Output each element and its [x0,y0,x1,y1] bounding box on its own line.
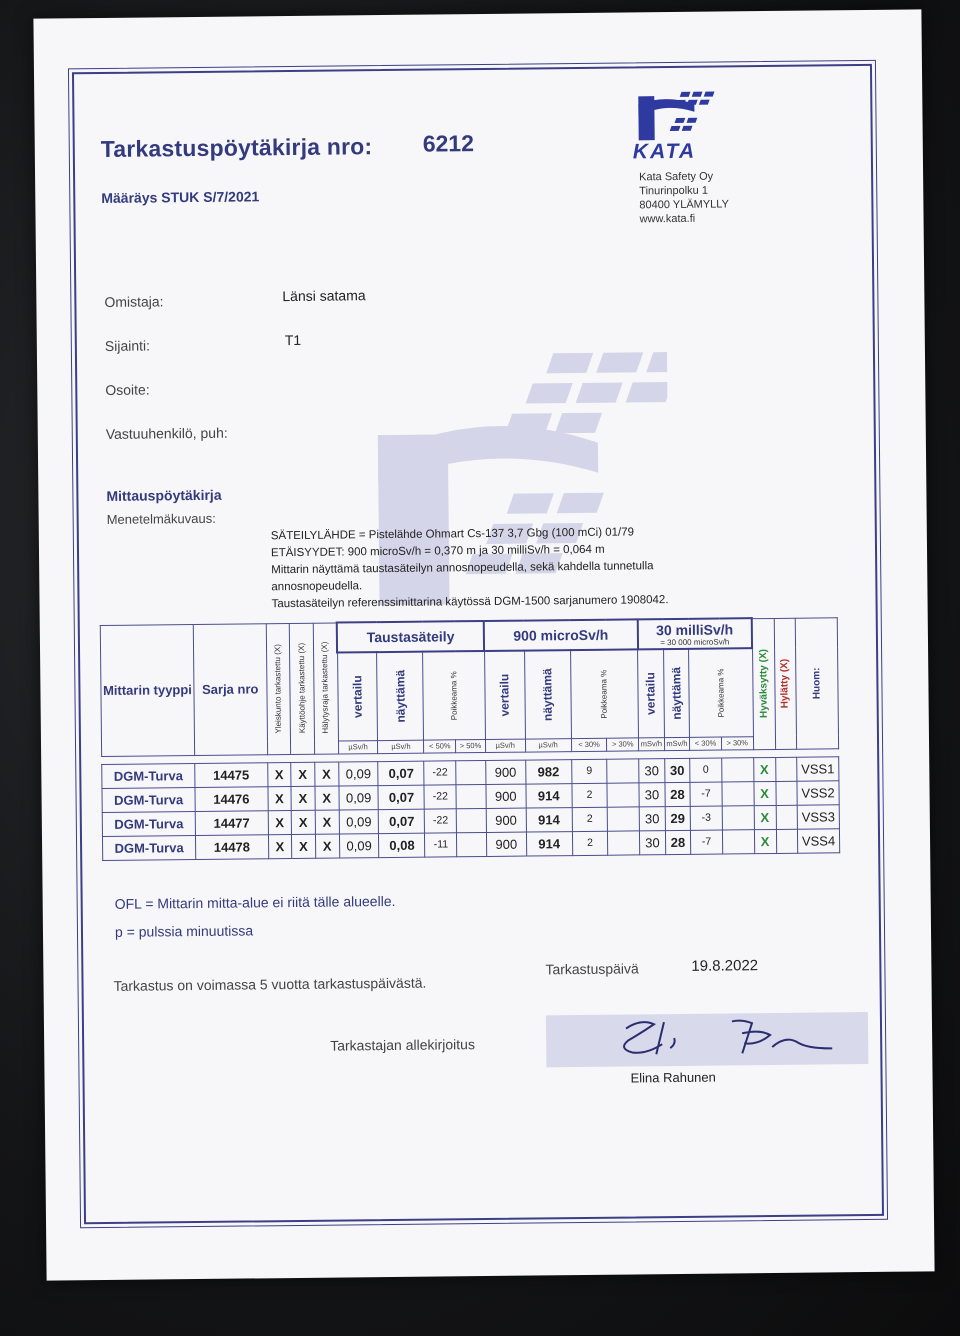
m-dev-header [570,649,638,738]
document-sheet [33,9,934,1280]
cell-check2: X [291,786,315,810]
bg-ref-header-text: vertailu [350,675,365,718]
cell-empty [457,832,487,856]
desc-line: ETÄISYYDET: 900 microSv/h = 0,370 m ja 30 milliSv/h = 0,064 m [270,543,605,560]
col-header-check1-text: Yleiskunto tarkastettu (X) [273,643,284,734]
cell-h-read: 28 [665,782,691,806]
owner-label: Omistaja: [104,293,164,310]
cell-empty [456,760,486,784]
cell-empty [608,830,640,854]
cell-check2: X [291,762,315,786]
col-header-fail [774,618,797,749]
col-header-fail-text: Hylätty (X) [779,658,791,709]
cell-type: DGM-Turva [102,835,195,860]
cell-m-read: 914 [526,831,572,855]
cell-rejected [775,757,797,781]
signature-box [546,1012,869,1067]
col-header-note [795,617,838,748]
desc-line: Mittarin näyttämä taustasäteilyn annosnopeudella, sekä kahdella tunnetulla [271,560,654,577]
cell-empty [456,808,486,832]
regulation-reference: Määräys STUK S/7/2021 [101,188,260,206]
cell-h-read: 28 [665,830,691,854]
address-label: Osoite: [105,381,150,398]
cell-bg-dev: -22 [425,808,457,832]
h-ref-header-text: vertailu [643,672,659,715]
cell-h-ref: 30 [639,782,665,806]
note-ofl: OFL = Mittarin mitta-alue ei riitä tälle alueelle. [114,892,396,912]
cell-h-read: 30 [664,758,690,782]
cell-check3: X [315,834,339,858]
col-header-check2 [289,623,314,754]
cell-empty [607,758,639,782]
cell-empty [456,784,486,808]
h-dev-header [689,648,753,737]
group-header-30-sub: = 30 000 microSv/h [660,636,730,647]
cell-h-read: 29 [665,806,691,830]
location-label: Sijainti: [104,337,151,354]
m-read-header-text: näyttämä [540,668,555,722]
cell-bg-ref: 0,09 [339,809,379,833]
group-header-900: 900 microSv/h [484,619,638,651]
cell-bg-ref: 0,09 [339,833,379,857]
unit-cell: µSv/h [485,739,525,752]
cell-m-ref: 900 [486,832,526,856]
unit-cell: < 50% [424,739,456,752]
bg-dev-header-text: Poikkeama % [449,671,459,721]
cell-type: DGM-Turva [102,763,195,788]
bg-dev-header [423,651,485,740]
cell-empty [722,757,754,781]
cell-h-dev: -3 [690,806,722,830]
m-ref-header [484,651,525,739]
cell-m-dev: 2 [572,783,608,807]
inspection-date-value: 19.8.2022 [691,957,759,975]
h-dev-header-text: Poikkeama % [716,668,726,718]
cell-rejected [776,805,798,829]
location-value: T1 [284,331,302,349]
cell-check1: X [267,762,291,786]
measurement-section-title: Mittauspöytäkirja [106,486,222,504]
bg-read-header-text: näyttämä [393,669,408,723]
cell-bg-read: 0,07 [378,761,424,785]
group-header-30-title: 30 milliSv/h [656,620,734,638]
measurement-table [100,616,840,860]
cell-m-ref: 900 [486,808,526,832]
cell-h-dev: -7 [690,782,722,806]
cell-empty [722,829,754,853]
contact-label: Vastuuhenkilö, puh: [105,424,228,442]
cell-m-read: 914 [526,783,572,807]
h-read-header [663,649,689,737]
cell-note: VSS4 [797,828,839,852]
company-street: Tinurinpolku 1 [639,184,709,198]
cell-check2: X [291,810,315,834]
cell-bg-dev: -22 [424,760,456,784]
unit-cell: > 30% [721,736,753,749]
cell-m-dev: 2 [572,831,608,855]
col-header-check2-text: Käyttöohje tarkastettu (X) [296,643,307,734]
cell-serial: 14477 [195,810,268,835]
h-ref-header [638,649,664,737]
desc-line: SÄTEILYLÄHDE = Pistelähde Ohmart Cs-137 3,7 Gbg (100 mCi) 01/79 [270,526,635,543]
cell-check2: X [292,834,316,858]
cell-h-dev: -7 [691,830,723,854]
cell-bg-read: 0,07 [378,785,424,809]
owner-value: Länsi satama [282,287,366,305]
cell-h-ref: 30 [639,758,665,782]
cell-note: VSS2 [797,780,839,804]
cell-check3: X [315,786,339,810]
cell-empty [722,781,754,805]
cell-empty [608,806,640,830]
cell-check1: X [268,810,292,834]
signer-name: Elina Rahunen [630,1069,716,1086]
m-read-header [524,650,571,738]
cell-type: DGM-Turva [102,811,195,836]
m-dev-header-text: Poikkeama % [599,669,610,719]
cell-approved: X [753,781,775,805]
cell-check1: X [268,786,292,810]
cell-approved: X [753,757,775,781]
unit-cell: µSv/h [525,738,571,751]
signature-label: Tarkastajan allekirjoitus [330,1036,475,1054]
cell-serial: 14476 [195,786,268,811]
cell-m-dev: 2 [572,807,608,831]
company-logo-text: KATA [632,139,697,164]
m-ref-header-text: vertailu [497,673,512,717]
col-header-check1 [266,623,291,754]
cell-bg-read: 0,08 [379,833,425,857]
cell-check3: X [315,810,339,834]
cell-m-dev: 9 [571,759,607,783]
bg-read-header [377,652,424,740]
signature-icon [546,1012,869,1067]
cell-empty [722,805,754,829]
col-header-serial: Sarja nro [193,623,267,755]
cell-rejected [776,829,798,853]
cell-m-read: 982 [525,759,571,783]
validity-text: Tarkastus on voimassa 5 vuotta tarkastuspäivästä. [113,974,427,994]
cell-m-read: 914 [526,807,572,831]
desc-line: annosnopeudella. [271,580,363,594]
col-header-ok [752,618,775,749]
unit-cell: > 30% [607,737,639,750]
cell-serial: 14478 [195,834,268,859]
cell-bg-ref: 0,09 [339,785,379,809]
bg-ref-header [337,652,378,740]
company-city: 80400 YLÄMYLLY [639,198,729,212]
unit-cell: < 30% [571,738,607,751]
cell-h-dev: 0 [690,758,722,782]
company-web: www.kata.fi [639,212,696,226]
col-header-check3 [313,623,338,754]
cell-m-ref: 900 [486,784,526,808]
document-title: Tarkastuspöytäkirja nro: [100,133,373,162]
document-number: 6212 [422,130,475,157]
cell-m-ref: 900 [485,760,525,784]
h-read-header-text: näyttämä [669,666,684,720]
cell-note: VSS3 [797,804,839,828]
col-header-type: Mittarin tyyppi [100,624,194,756]
cell-h-ref: 30 [639,806,665,830]
col-header-ok-text: Hyväksytty (X) [757,649,770,719]
col-header-check3-text: Hälytysraja tarkastettu (X) [320,642,331,735]
cell-approved: X [754,805,776,829]
desc-line: Taustasäteilyn referenssimittarina käytössä DGM-1500 sarjanumero 1908042. [271,594,669,611]
col-header-note-text: Huom: [811,667,823,699]
company-name: Kata Safety Oy [639,170,714,184]
unit-cell: < 30% [690,737,722,750]
note-pulses: p = pulssia minuutissa [114,922,254,940]
cell-bg-read: 0,07 [379,809,425,833]
cell-bg-ref: 0,09 [338,761,378,785]
cell-bg-dev: -11 [425,832,457,856]
unit-cell: µSv/h [338,740,378,753]
group-header-30 [637,618,752,649]
cell-check3: X [314,762,338,786]
inspection-date-label: Tarkastuspäivä [545,960,639,978]
cell-approved: X [754,829,776,853]
group-header-background: Taustasäteily [337,621,484,653]
unit-cell: mSv/h [639,737,665,750]
unit-cell: µSv/h [378,740,424,753]
company-address [639,169,729,226]
cell-serial: 14475 [195,762,268,787]
cell-h-ref: 30 [640,830,666,854]
cell-bg-dev: -22 [424,784,456,808]
cell-rejected [775,781,797,805]
cell-empty [607,782,639,806]
unit-cell: > 50% [456,739,486,752]
method-label: Menetelmäkuvaus: [106,510,216,527]
method-description [271,523,752,613]
cell-check1: X [268,834,292,858]
unit-cell: mSv/h [664,737,690,750]
cell-type: DGM-Turva [102,787,195,812]
cell-note: VSS1 [797,756,839,780]
